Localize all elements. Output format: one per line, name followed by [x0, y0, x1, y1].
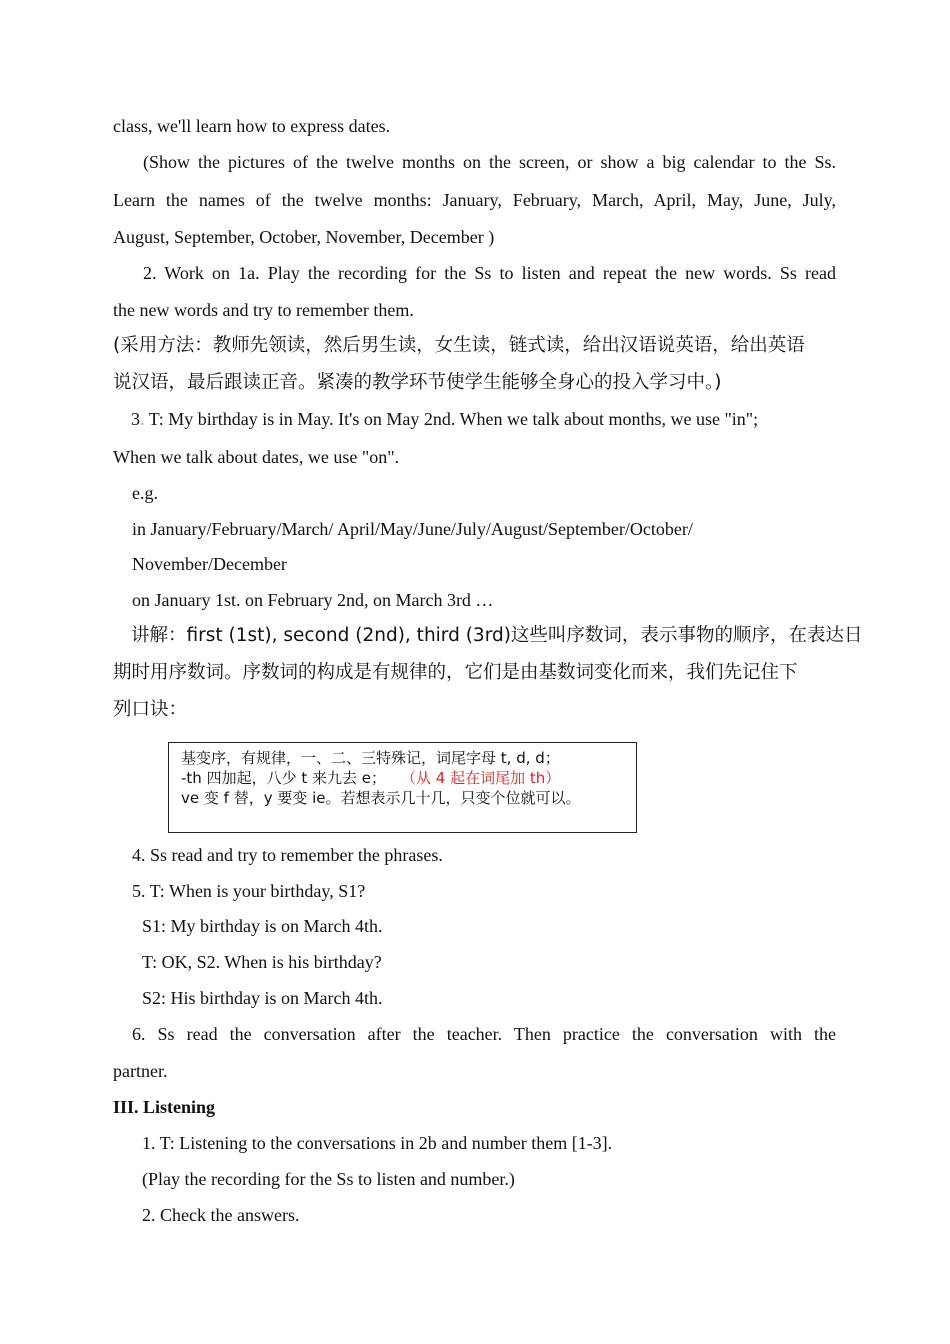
step-line: 1. T: Listening to the conversations in 2b and number them [1-3].: [142, 1133, 613, 1153]
paragraph-text: 2. Work on 1a. Play the recording for the Ss to listen and repeat the new words. Ss read: [143, 263, 836, 283]
mnemonic-line: [181, 749, 560, 769]
step-line: (Play the recording for the Ss to listen and number.): [142, 1169, 515, 1189]
explanation-line: 讲解：first (1st), second (2nd), third (3rd)这些叫序数词，表示事物的顺序，在表达日: [131, 625, 863, 646]
mnemonic-line: [181, 789, 581, 809]
paragraph-line: partner.: [113, 1061, 168, 1081]
list-dot: .: [140, 409, 145, 429]
mnemonic-text: ve 变 f 替，y 要变 ie。若想表示几十几，只变个位就可以。: [181, 789, 581, 807]
paragraph-text: 6. Ss read the conversation after the teacher. Then practice the conversation with the: [132, 1024, 836, 1044]
mnemonic-note: （从 4 起在词尾加 th）: [400, 769, 561, 787]
dialogue-line: S2: His birthday is on March 4th.: [142, 988, 383, 1008]
step-line: 2. Check the answers.: [142, 1205, 300, 1225]
example-line: on January 1st. on February 2nd, on March 3rd …: [132, 590, 494, 610]
paragraph-text: T: My birthday is in May. It's on May 2nd. When we talk about months, we use "in";: [144, 409, 759, 429]
explanation-line: 期时用序数词。序数词的构成是有规律的，它们是由基数词变化而来，我们先记住下: [113, 662, 798, 683]
explanation-line: 列口诀：: [113, 699, 188, 720]
paragraph-line: When we talk about dates, we use "on".: [113, 447, 400, 467]
mnemonic-text: 基变序，有规律，一、二、三特殊记，词尾字母 t, d, d；: [181, 749, 560, 767]
mnemonic-box: [168, 742, 637, 833]
paragraph-line: August, September, October, November, December ): [113, 227, 495, 247]
step-line: 5. T: When is your birthday, S1?: [132, 881, 366, 901]
chinese-note-line: (采用方法：教师先领读，然后男生读，女生读，链式读，给出汉语说英语，给出英语: [113, 335, 805, 356]
mnemonic-text: -th 四加起，八少 t 来九去 e；: [181, 769, 386, 787]
example-line: in January/February/March/ April/May/June/July/August/September/October/: [132, 519, 693, 539]
paragraph-line: Learn the names of the twelve months: January, February, March, April, May, June, July,: [113, 190, 836, 210]
paragraph-line: class, we'll learn how to express dates.: [113, 116, 391, 136]
dialogue-line: T: OK, S2. When is his birthday?: [142, 952, 382, 972]
example-label: e.g.: [132, 483, 158, 503]
paragraph-text: (Show the pictures of the twelve months on the screen, or show a big calendar to the Ss.: [143, 152, 836, 172]
list-number: 3: [131, 409, 140, 429]
step-line: 4. Ss read and try to remember the phrases.: [132, 845, 443, 865]
chinese-note-line: 说汉语，最后跟读正音。紧凑的教学环节使学生能够全身心的投入学习中。): [113, 372, 722, 393]
dialogue-line: S1: My birthday is on March 4th.: [142, 916, 383, 936]
section-heading: III. Listening: [113, 1097, 216, 1117]
paragraph-line: [143, 150, 836, 174]
step-line: [132, 1022, 836, 1046]
example-line: November/December: [132, 554, 287, 574]
paragraph-line: [143, 261, 836, 285]
paragraph-line: the new words and try to remember them.: [113, 300, 414, 320]
paragraph-line: [131, 407, 836, 431]
mnemonic-line: [181, 769, 560, 789]
